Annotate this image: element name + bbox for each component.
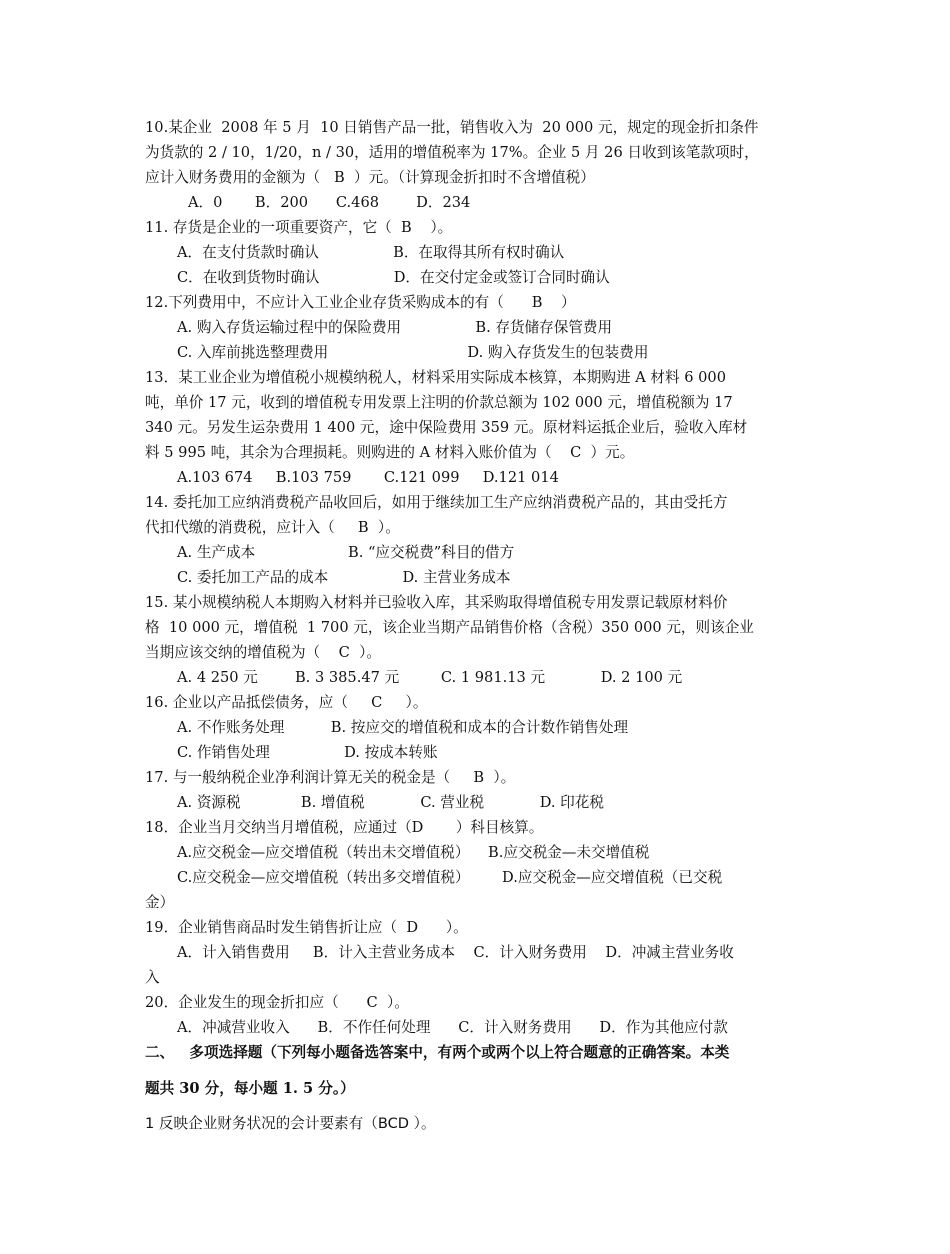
section-2-heading-line-2: 题共 30 分，每小题 1. 5 分。） [145, 1080, 355, 1097]
question-18-options-ab: A.应交税金—应交增值税（转出未交增值税） B.应交税金—未交增值税 [177, 844, 650, 861]
question-12-options-ab: A. 购入存货运输过程中的保险费用 B. 存货储存保管费用 [177, 319, 613, 336]
question-15-line-2: 格 10 000 元，增值税 1 700 元，该企业当期产品销售价格（含税）350 000 元，则该企业 [145, 619, 754, 636]
question-10-line-1: 10.某企业 2008 年 5 月 10 日销售产品一批，销售收入为 20 000 元，规定的现金折扣条件 [145, 119, 759, 136]
question-12-options-cd: C. 入库前挑选整理费用 D. 购入存货发生的包装费用 [177, 344, 649, 361]
question-13-options: A.103 674 B.103 759 C.121 099 D.121 014 [177, 469, 559, 486]
question-12-stem: 12.下列费用中，不应计入工业企业存货采购成本的有（ B ） [145, 294, 576, 311]
question-17-stem: 17. 与一般纳税企业净利润计算无关的税金是（ B ）。 [145, 769, 516, 786]
question-15-line-3: 当期应该交纳的增值税为（ C ）。 [145, 644, 382, 661]
question-19-stem: 19．企业销售商品时发生销售折让应（ D ）。 [145, 919, 468, 936]
question-18-stem: 18．企业当月交纳当月增值税，应通过（D ）科目核算。 [145, 819, 544, 836]
question-20-options: A．冲减营业收入 B．不作任何处理 C．计入财务费用 D．作为其他应付款 [177, 1019, 728, 1036]
question-19-options: A．计入销售费用 B．计入主营业务成本 C．计入财务费用 D．冲减主营业务收 [177, 944, 734, 961]
question-10-line-2: 为货款的 2 / 10，1/20，n / 30，适用的增值税率为 17%。企业 5 月 26 日收到该笔款项时， [145, 144, 759, 161]
question-14-line-1: 14. 委托加工应纳消费税产品收回后，如用于继续加工生产应纳消费税产品的，其由受托方 [145, 494, 728, 511]
question-17-options: A. 资源税 B. 增值税 C. 营业税 D. 印花税 [177, 794, 604, 811]
question-13-line-3: 340 元。另发生运杂费用 1 400 元，途中保险费用 359 元。原材料运抵企业后，验收入库材 [145, 419, 748, 436]
question-13-line-1: 13．某工业企业为增值税小规模纳税人，材料采用实际成本核算，本期购进 A 材料 6 000 [145, 369, 726, 386]
question-18-options-cd: C.应交税金—应交增值税（转出多交增值税） D.应交税金—应交增值税（已交税 [177, 869, 723, 886]
multi-question-1-stem: 1 反映企业财务状况的会计要素有（BCD ）。 [145, 1115, 436, 1132]
question-16-stem: 16. 企业以产品抵偿债务，应（ C ）。 [145, 694, 428, 711]
question-15-line-1: 15. 某小规模纳税人本期购入材料并已验收入库，其采购取得增值税专用发票记载原材料价 [145, 594, 728, 611]
question-11-options-ab: A．在支付货款时确认 B．在取得其所有权时确认 [177, 244, 565, 261]
question-11-stem: 11. 存货是企业的一项重要资产，它（ B ）。 [145, 219, 453, 236]
question-13-line-4: 料 5 995 吨，其余为合理损耗。则购进的 A 材料入账价值为（ C ）元。 [145, 444, 635, 461]
question-11-options-cd: C．在收到货物时确认 D．在交付定金或签订合同时确认 [177, 269, 610, 286]
question-19-options-wrap: 入 [145, 969, 160, 986]
question-16-options-ab: A. 不作账务处理 B. 按应交的增值税和成本的合计数作销售处理 [177, 719, 629, 736]
question-20-stem: 20．企业发生的现金折扣应（ C ）。 [145, 994, 409, 1011]
question-18-options-cd-wrap: 金） [145, 894, 175, 911]
question-16-options-cd: C. 作销售处理 D. 按成本转账 [177, 744, 438, 761]
question-15-options: A. 4 250 元 B. 3 385.47 元 C. 1 981.13 元 D. 2 100 元 [177, 669, 683, 686]
question-10-line-3: 应计入财务费用的金额为（ B ）元。（计算现金折扣时不含增值税） [145, 169, 595, 186]
section-2-heading-line-1: 二、 多项选择题（下列每小题备选答案中，有两个或两个以上符合题意的正确答案。本类 [145, 1044, 730, 1061]
question-13-line-2: 吨，单价 17 元，收到的增值税专用发票上注明的价款总额为 102 000 元，增值税额为 17 [145, 394, 733, 411]
question-14-line-2: 代扣代缴的消费税，应计入（ B ）。 [145, 519, 400, 536]
question-14-options-ab: A. 生产成本 B. “应交税费”科目的借方 [177, 544, 515, 561]
question-14-options-cd: C. 委托加工产品的成本 D. 主营业务成本 [177, 569, 511, 586]
question-10-options: A．0 B．200 C.468 D．234 [188, 194, 471, 211]
